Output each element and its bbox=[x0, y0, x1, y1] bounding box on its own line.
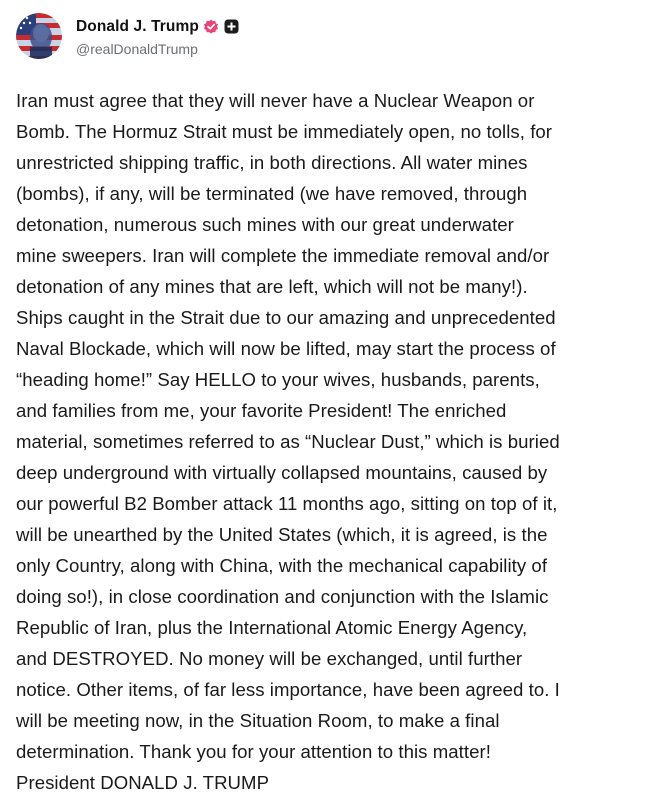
post-body-line: deep underground with virtually collapsed mountains, caused by bbox=[16, 462, 548, 483]
post-body-line: Bomb. The Hormuz Strait must be immediately open, no tolls, for bbox=[16, 121, 553, 142]
post-body-line: doing so!), in close coordination and conjunction with the Islamic bbox=[16, 586, 549, 607]
post-body-line: and families from me, your favorite President! The enriched bbox=[16, 400, 507, 421]
author-display-name[interactable]: Donald J. Trump bbox=[76, 17, 199, 35]
author-handle[interactable]: @realDonaldTrump bbox=[76, 40, 198, 57]
post-body-line: will be unearthed by the United States (which, it is agreed, is the bbox=[16, 524, 548, 545]
post-body-line: Ships caught in the Strait due to our amazing and unprecedented bbox=[16, 307, 556, 328]
post-body-line: our powerful B2 Bomber attack 11 months ago, sitting on top of it, bbox=[16, 493, 558, 514]
post-body-line: detonation of any mines that are left, which will not be many!). bbox=[16, 276, 528, 297]
post-body-line: Iran must agree that they will never have a Nuclear Weapon or bbox=[16, 90, 535, 111]
post-body bbox=[16, 85, 641, 798]
avatar-image bbox=[16, 13, 62, 59]
post-body-line: (bombs), if any, will be terminated (we have removed, through bbox=[16, 183, 528, 204]
plus-square-icon[interactable] bbox=[224, 19, 239, 34]
verified-badge-icon bbox=[203, 19, 219, 35]
post-body-line: “heading home!” Say HELLO to your wives, husbands, parents, bbox=[16, 369, 540, 390]
post-body-line: mine sweepers. Iran will complete the immediate removal and/or bbox=[16, 245, 550, 266]
avatar[interactable] bbox=[16, 13, 62, 59]
post-body-line: detonation, numerous such mines with our great underwater bbox=[16, 214, 514, 235]
post-body-line: unrestricted shipping traffic, in both directions. All water mines bbox=[16, 152, 528, 173]
post-body-line: President DONALD J. TRUMP bbox=[16, 772, 270, 793]
post-body-line: material, sometimes referred to as “Nuclear Dust,” which is buried bbox=[16, 431, 560, 452]
post-body-line: and DESTROYED. No money will be exchanged, until further bbox=[16, 648, 523, 669]
name-row bbox=[76, 16, 239, 38]
post-header bbox=[16, 12, 239, 60]
post-body-line: will be meeting now, in the Situation Room, to make a final bbox=[16, 710, 500, 731]
author-identity bbox=[76, 16, 239, 57]
post-body-line: notice. Other items, of far less importance, have been agreed to. I bbox=[16, 679, 560, 700]
post-body-line: Republic of Iran, plus the International Atomic Energy Agency, bbox=[16, 617, 528, 638]
post-body-line: Naval Blockade, which will now be lifted, may start the process of bbox=[16, 338, 556, 359]
post-body-line: determination. Thank you for your attention to this matter! bbox=[16, 741, 491, 762]
post-body-line: only Country, along with China, with the mechanical capability of bbox=[16, 555, 548, 576]
